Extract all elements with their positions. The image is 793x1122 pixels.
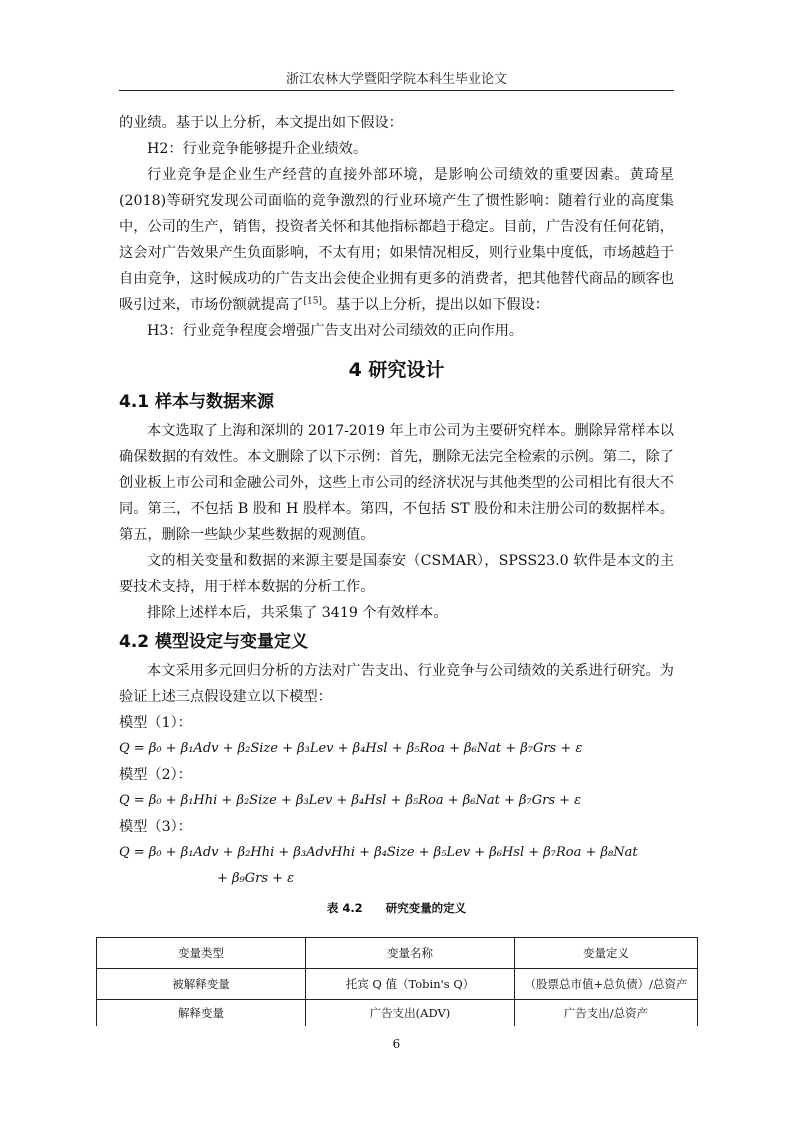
chapter-title: 4 研究设计 xyxy=(348,359,445,381)
header-rule xyxy=(119,90,674,91)
paragraph: 文的相关变量和数据的来源主要是国泰安（CSMAR），SPSS23.0 软件是本文的主要技术支持，用于样本数据的分析工作。 xyxy=(119,553,674,595)
page-body xyxy=(119,110,674,918)
table-header-cell: 变量定义 xyxy=(515,938,698,969)
page-header: 浙江农林大学暨阳学院本科生毕业论文 xyxy=(285,72,507,87)
table-cell: 被解释变量 xyxy=(97,969,306,1000)
table-header-cell: 变量名称 xyxy=(306,938,515,969)
table-cell: 广告支出/总资产 xyxy=(515,1000,698,1027)
model-label: 模型（2）： xyxy=(119,767,192,783)
hypothesis-h2: H2：行业竞争能够提升企业绩效。 xyxy=(147,141,368,157)
variable-definition-table xyxy=(96,937,698,1026)
table-header-row xyxy=(97,938,698,969)
section-title: 4.1 样本与数据来源 xyxy=(119,392,275,412)
table-row xyxy=(97,969,698,1000)
equation: Q = β₀ + β₁Adv + β₂Hhi + β₃AdvHhi + β₄Size + β₅Lev + β₆Hsl + β₇Roa + β₈Nat xyxy=(119,845,638,860)
table-cell: 广告支出(ADV) xyxy=(306,1000,515,1027)
equation: Q = β₀ + β₁Adv + β₂Size + β₃Lev + β₄Hsl + β₅Roa + β₆Nat + β₇Grs + ε xyxy=(119,741,583,756)
model-label: 模型（3）： xyxy=(119,819,192,835)
paragraph: 排除上述样本后，共采集了 3419 个有效样本。 xyxy=(147,605,448,621)
paragraph-text: 。基于以上分析，提出以如下假设： xyxy=(321,297,549,313)
table-cell: 解释变量 xyxy=(97,1000,306,1027)
table-row xyxy=(97,1000,698,1027)
paragraph: 本文选取了上海和深圳的 2017-2019 年上市公司为主要研究样本。删除异常样本以确保数据的有效性。本文删除了以下示例：首先，删除无法完全检索的示例。第二，除了创业板上市公司和金融公司外，这些上市公司的经济状况与其他类型的公司相比有很大不同。第三，不包括 B 股和 H 股样本。第四，不包括 ST 股份和未注册公司的数据样本。第五，删除一些缺少某些数据的观测值。 xyxy=(119,423,674,543)
paragraph: 本文采用多元回归分析的方法对广告支出、行业竞争与公司绩效的关系进行研究。为验证上述三点假设建立以下模型： xyxy=(119,663,674,705)
table-header-cell: 变量类型 xyxy=(97,938,306,969)
equation: Q = β₀ + β₁Hhi + β₂Size + β₃Lev + β₄Hsl + β₅Roa + β₆Nat + β₇Grs + ε xyxy=(119,793,582,808)
table-cell: （股票总市值+总负债）/总资产 xyxy=(515,969,698,1000)
section-title: 4.2 模型设定与变量定义 xyxy=(119,632,309,652)
paragraph xyxy=(119,162,674,318)
citation-ref: [15] xyxy=(303,296,322,307)
paragraph: 的业绩。基于以上分析，本文提出如下假设： xyxy=(119,115,403,131)
hypothesis-h3: H3：行业竞争程度会增强广告支出对公司绩效的正向作用。 xyxy=(147,323,524,339)
table-cell: 托宾 Q 值（Tobin's Q） xyxy=(306,969,515,1000)
equation-continuation: + β₉Grs + ε xyxy=(217,871,295,886)
page-number: 6 xyxy=(392,1037,401,1051)
paragraph-text: 行业竞争是企业生产经营的直接外部环境，是影响公司绩效的重要因素。黄琦星(2018)等研究发现公司面临的竞争激烈的行业环境产生了惯性影响：随着行业的高度集中，公司的生产，销售，投资者关怀和其他指标都趋于稳定。目前，广告没有任何花销，这会对广告效果产生负面影响，不太有用；如果情况相反，则行业集中度低，市场越趋于自由竞争，这时候成功的广告支出会使企业拥有更多的消费者，把其他替代商品的顾客也吸引过来，市场份额就提高了 xyxy=(119,167,674,313)
model-label: 模型（1）： xyxy=(119,715,192,731)
table-caption: 表 4.2 研究变量的定义 xyxy=(326,901,467,915)
